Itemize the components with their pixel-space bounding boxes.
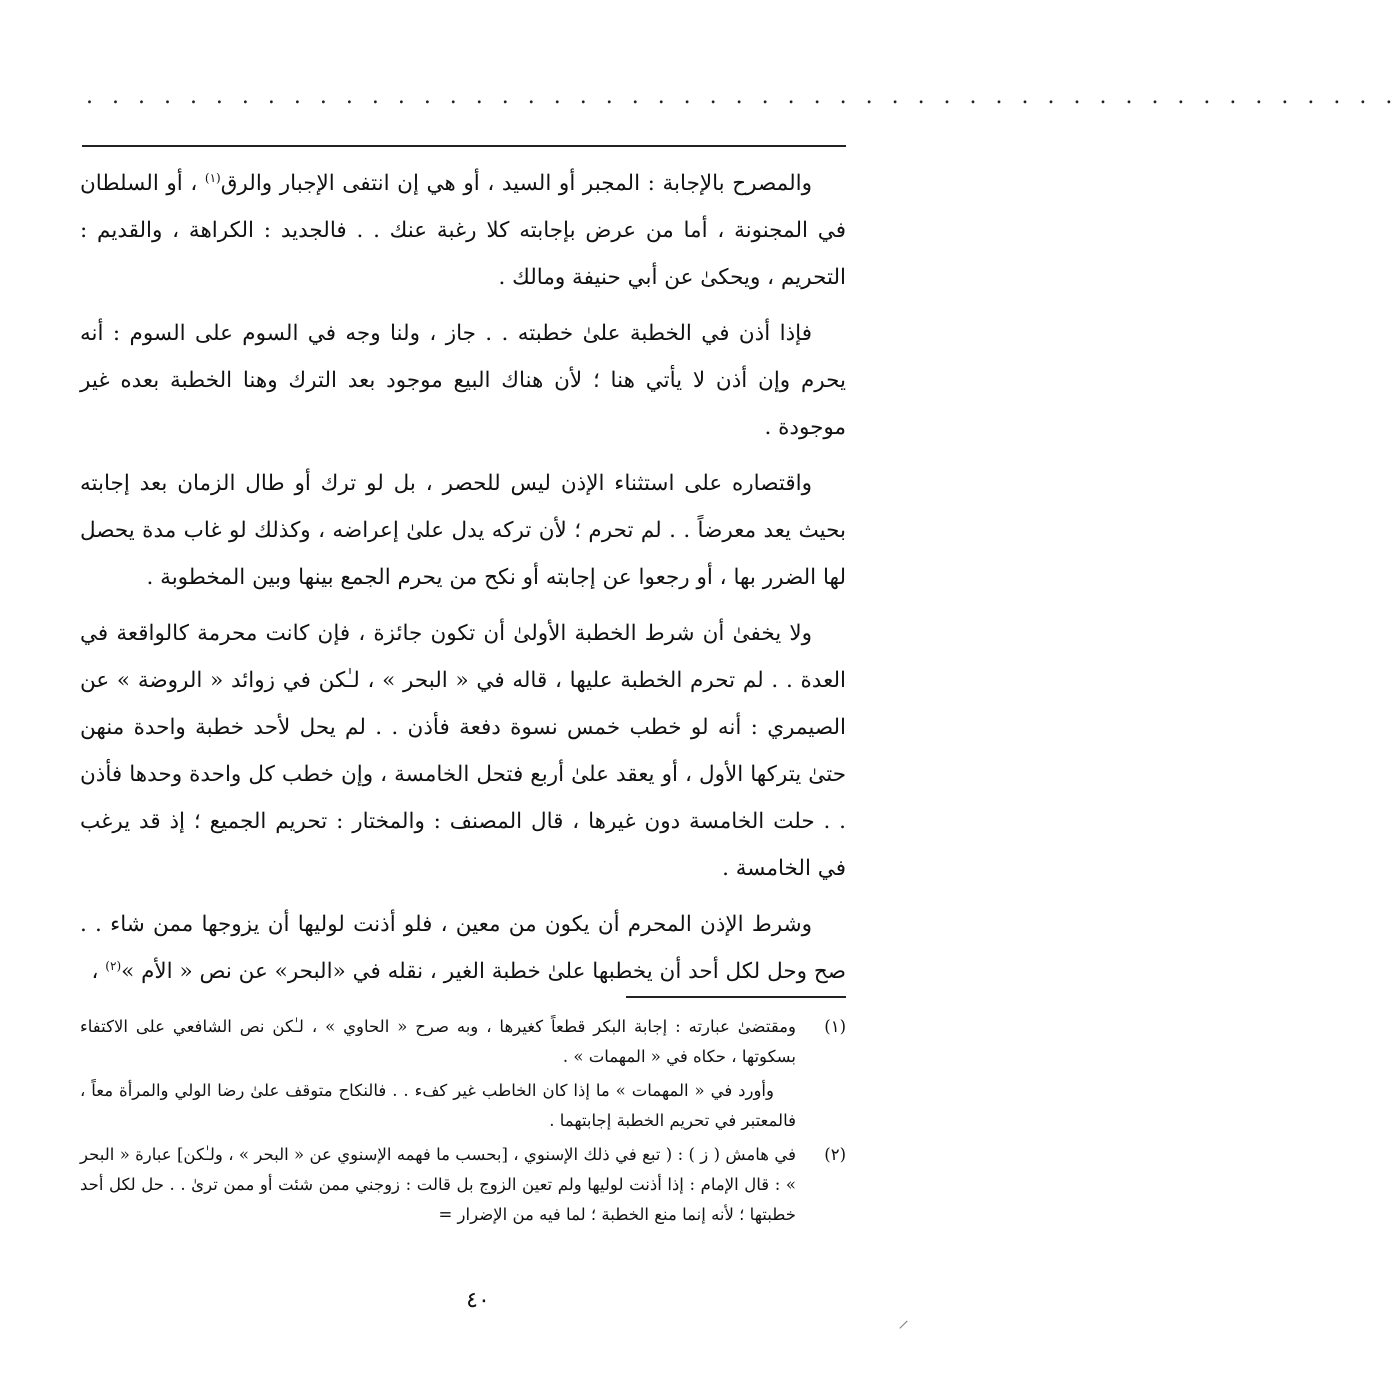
paragraph-1-text: والمصرح بالإجابة : المجبر أو السيد ، أو هي إن انتفى الإجبار والرق xyxy=(220,171,812,196)
paragraph-5 xyxy=(80,901,846,995)
footnote-2-number: (٢) xyxy=(824,1145,846,1164)
page-corner-mark: ⸝ xyxy=(898,1308,910,1333)
paragraph-5-tail: ، xyxy=(91,959,106,984)
header-dotted-line: . . . . . . . . . . . . . . . . . . . . . . . . . . . . . . . . . . . . . . . . . . . . . . . . . . . xyxy=(86,84,1398,109)
footnote-separator xyxy=(626,996,846,998)
paragraph-5-text: وشرط الإذن المحرم أن يكون من معين ، فلو أذنت لوليها أن يزوجها ممن شاء . . صح وحل لكل أحد أن يخطبها علىٰ خطبة الغير ، نقله في «البحر» عن نص « الأم » xyxy=(80,912,846,984)
footnote-1-continuation: وأورد في « المهمات » ما إذا كان الخاطب غير كفء . . فالنكاح متوقف علىٰ رضا الولي والمرأة معاً ، فالمعتبر في تحريم الخطبة إجابتهما . xyxy=(80,1081,796,1130)
paragraph-4: ولا يخفىٰ أن شرط الخطبة الأولىٰ أن تكون جائزة ، فإن كانت محرمة كالواقعة في العدة . . لم تحرم الخطبة عليها ، قاله في « البحر » ، لـٰكن في زوائد « الروضة » عن الصيمري : أنه لو خطب خمس نسوة دفعة فأذن . . لم يحل لأحد خطبة واحدة منهن حتىٰ يتركها الأول ، أو يعقد علىٰ أربع فتحل الخامسة ، وإن خطب كل واحدة وحدها فأذن . . حلت الخامسة دون غيرها ، قال المصنف : والمختار : تحريم الجميع ؛ إذ قد يرغب في الخامسة . xyxy=(80,621,846,881)
paragraph-2: فإذا أذن في الخطبة علىٰ خطبته . . جاز ، ولنا وجه في السوم على السوم : أنه يحرم وإن أذن لا يأتي هنا ؛ لأن هناك البيع موجود بعد الترك وهنا الخطبة بعده غير موجودة . xyxy=(80,321,846,440)
paragraph-1 xyxy=(80,160,846,301)
footnote-ref-2[interactable]: (٢) xyxy=(105,958,122,973)
header-rule xyxy=(82,145,846,147)
footnote-1-text: ومقتضىٰ عبارته : إجابة البكر قطعاً كغيرها ، وبه صرح « الحاوي » ، لـٰكن نص الشافعي على الاكتفاء بسكوتها ، حكاه في « المهمات » . xyxy=(80,1017,796,1066)
footnotes xyxy=(80,1012,846,1234)
page-number: ٤٠ xyxy=(466,1288,490,1313)
footnote-1-number: (١) xyxy=(824,1017,846,1036)
paragraph-3: واقتصاره على استثناء الإذن ليس للحصر ، بل لو ترك أو طال الزمان بعد إجابته بحيث يعد معرضاً . . لم تحرم ؛ لأن تركه يدل علىٰ إعراضه ، وكذلك لو غاب مدة يحصل لها الضرر بها ، أو رجعوا عن إجابته أو نكح من يحرم الجمع بينها وبين المخطوبة . xyxy=(80,471,846,590)
footnote-2-text: في هامش ( ز ) : ( تبع في ذلك الإسنوي ، [بحسب ما فهمه الإسنوي عن « البحر » ، ولـٰكن] عبارة « البحر » : قال الإمام : إذا أذنت لوليها ولم تعين الزوج بل قالت : زوجني ممن شئت أو ممن ترىٰ . . حل لكل أحد خطبتها ؛ لأنه إنما منع الخطبة ؛ لما فيه من الإضرار = xyxy=(80,1145,796,1224)
paragraph-1-text-continued: ، أو السلطان في المجنونة ، أما من عرض بإجابته كلا رغبة عنك . . فالجديد : الكراهة ، والقديم : التحريم ، ويحكىٰ عن أبي حنيفة ومالك . xyxy=(80,171,846,290)
footnote-2 xyxy=(80,1140,846,1230)
footnote-1 xyxy=(80,1012,846,1072)
footnote-ref-1[interactable]: (١) xyxy=(204,170,221,185)
main-text xyxy=(80,160,846,995)
